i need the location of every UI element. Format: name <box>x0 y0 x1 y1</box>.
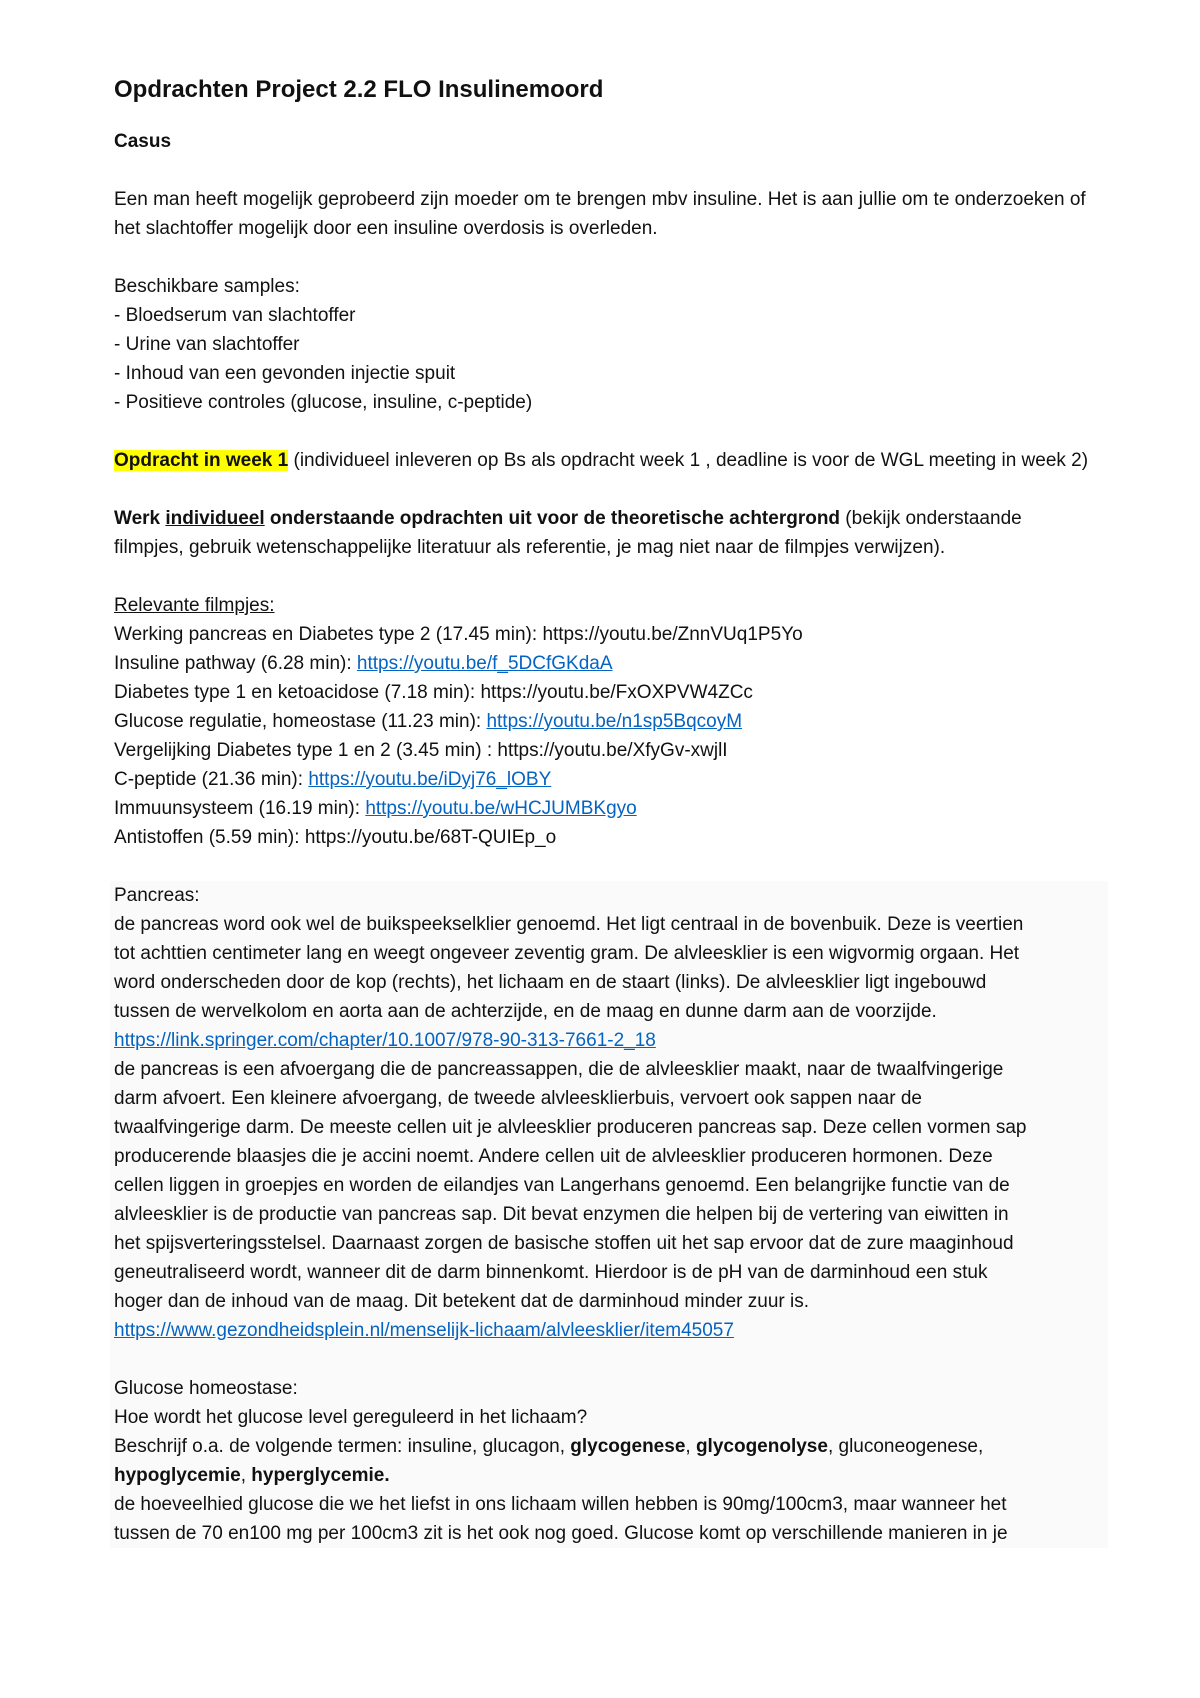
video-item <box>114 678 1094 707</box>
terms-sep: , <box>240 1465 252 1486</box>
werk-instructions: (bekijk onderstaande filmpjes, gebruik wetenschappelijke literatuur als referentie, je mag niet naar de filmpjes verwijzen). <box>114 508 1022 558</box>
terms-sep: , gluconeogenese, <box>827 1436 984 1457</box>
pancreas-line: geneutraliseerd wordt, wanneer dit de darm binnenkomt. Hierdoor is de pH van de darminhoud een stuk <box>114 1262 988 1283</box>
werk-paragraph <box>114 504 1094 562</box>
casus-text: Een man heeft mogelijk geprobeerd zijn moeder om te brengen mbv insuline. Het is aan jullie om te onderzoeken of het slachtoffer mogelijk door een insuline overdosis is overleden. <box>114 189 1086 239</box>
glucose-question: Hoe wordt het glucose level gereguleerd in het lichaam? <box>114 1407 588 1428</box>
pancreas-line: de pancreas is een afvoergang die de pancreassappen, die de alvleesklier maakt, naar de twaalfvingerige <box>114 1059 1004 1080</box>
term-glycogenolyse: glycogenolyse <box>695 1436 828 1457</box>
assignment-paragraph <box>114 446 1094 475</box>
casus-heading: Casus <box>114 131 172 152</box>
pancreas-line: cellen liggen in groepjes en worden de eilandjes van Langerhans genoemd. Een belangrijke functie van de <box>114 1175 1010 1196</box>
video-url: https://youtu.be/68T-QUIEp_o <box>304 827 557 848</box>
pancreas-line: twaalfvingerige darm. De meeste cellen uit je alvleesklier produceren pancreas sap. Deze cellen vormen sap <box>114 1117 1027 1138</box>
video-url: https://youtu.be/FxOXPVW4ZCc <box>480 682 753 703</box>
video-link[interactable]: https://youtu.be/f_5DCfGKdaA <box>356 653 613 674</box>
glucose-line: tussen de 70 en100 mg per 100cm3 zit is het ook nog goed. Glucose komt op verschillende manieren in je <box>114 1523 1008 1544</box>
video-link[interactable]: https://youtu.be/n1sp5BqcoyM <box>486 711 743 732</box>
video-label: Diabetes type 1 en ketoacidose (7.18 min): <box>114 682 481 703</box>
video-url: https://youtu.be/ZnnVUq1P5Yo <box>542 624 803 645</box>
pancreas-line: tussen de wervelkolom en aorta aan de achterzijde, en de maag en dunne darm aan de voorzijde. <box>114 1001 937 1022</box>
document-body <box>114 74 1094 1548</box>
term-glycogenese: glycogenese <box>570 1436 686 1457</box>
assignment-highlight: Opdracht in week 1 <box>114 450 289 471</box>
video-link[interactable]: https://youtu.be/wHCJUMBKgyo <box>365 798 637 819</box>
video-item <box>114 707 1094 736</box>
video-label: C-peptide (21.36 min): <box>114 769 309 790</box>
werk-bold-rest: onderstaande opdrachten uit voor de theoretische achtergrond <box>264 508 841 529</box>
glucose-heading: Glucose homeostase: <box>114 1378 298 1399</box>
pancreas-section <box>110 881 1108 1548</box>
pancreas-line: darm afvoert. Een kleinere afvoergang, de tweede alvleesklierbuis, vervoert ook sappen naar de <box>114 1088 922 1109</box>
pancreas-line: de pancreas word ook wel de buikspeekselklier genoemd. Het ligt centraal in de bovenbuik. Deze is veertien <box>114 914 1024 935</box>
video-item <box>114 620 1094 649</box>
video-label: Antistoffen (5.59 min): <box>114 827 305 848</box>
pancreas-line: producerende blaasjes die je accini noemt. Andere cellen uit de alvleesklier produceren hormonen. Deze <box>114 1146 993 1167</box>
springer-link[interactable]: https://link.springer.com/chapter/10.1007/978-90-313-7661-2_18 <box>114 1030 656 1051</box>
video-label: Insuline pathway (6.28 min): <box>114 653 357 674</box>
video-label: Vergelijking Diabetes type 1 en 2 (3.45 min) : <box>114 740 498 761</box>
pancreas-line: word onderscheden door de kop (rechts), het lichaam en de staart (links). De alvleesklier ligt ingebouwd <box>114 972 987 993</box>
pancreas-heading: Pancreas: <box>114 885 200 906</box>
glucose-terms <box>114 1432 1108 1490</box>
sample-item: - Positieve controles (glucose, insuline, c-peptide) <box>114 392 533 413</box>
video-item <box>114 823 1094 852</box>
video-label: Werking pancreas en Diabetes type 2 (17.45 min): <box>114 624 543 645</box>
pancreas-line: hoger dan de inhoud van de maag. Dit betekent dat de darminhoud minder zuur is. <box>114 1291 810 1312</box>
term-hyperglycemie: hyperglycemie. <box>251 1465 390 1486</box>
pancreas-line: tot achttien centimeter lang en weegt ongeveer zeventig gram. De alvleesklier is een wigvormig orgaan. Het <box>114 943 1020 964</box>
sample-item: - Bloedserum van slachtoffer <box>114 305 356 326</box>
samples-heading: Beschikbare samples: <box>114 276 300 297</box>
term-hypoglycemie: hypoglycemie <box>114 1465 241 1486</box>
werk-word: Werk <box>114 508 166 529</box>
video-item <box>114 765 1094 794</box>
videos-heading: Relevante filmpjes: <box>114 595 275 616</box>
video-item <box>114 794 1094 823</box>
terms-intro: Beschrijf o.a. de volgende termen: insuline, glucagon, <box>114 1436 571 1457</box>
glucose-line: de hoeveelhied glucose die we het liefst in ons lichaam willen hebben is 90mg/100cm3, maar wanneer het <box>114 1494 1007 1515</box>
gezondheidsplein-link[interactable]: https://www.gezondheidsplein.nl/menselijk-lichaam/alvleesklier/item45057 <box>114 1320 734 1341</box>
sample-item: - Inhoud van een gevonden injectie spuit <box>114 363 456 384</box>
pancreas-line: het spijsverteringsstelsel. Daarnaast zorgen de basische stoffen uit het sap ervoor dat de zure maaginhoud <box>114 1233 1014 1254</box>
assignment-text: (individueel inleveren op Bs als opdracht week 1 , deadline is voor de WGL meeting in week 2) <box>288 450 1089 471</box>
video-label: Glucose regulatie, homeostase (11.23 min): <box>114 711 487 732</box>
page-title: Opdrachten Project 2.2 FLO Insulinemoord <box>114 76 604 103</box>
pancreas-line: alvleesklier is de productie van pancreas sap. Dit bevat enzymen die helpen bij de vertering van eiwitten in <box>114 1204 1009 1225</box>
video-item <box>114 649 1094 678</box>
sample-item: - Urine van slachtoffer <box>114 334 300 355</box>
werk-individueel: individueel <box>165 508 265 529</box>
video-link[interactable]: https://youtu.be/iDyj76_lOBY <box>308 769 552 790</box>
terms-sep: , <box>685 1436 696 1457</box>
video-item <box>114 736 1094 765</box>
video-url: https://youtu.be/XfyGv-xwjlI <box>497 740 728 761</box>
video-label: Immuunsysteem (16.19 min): <box>114 798 366 819</box>
